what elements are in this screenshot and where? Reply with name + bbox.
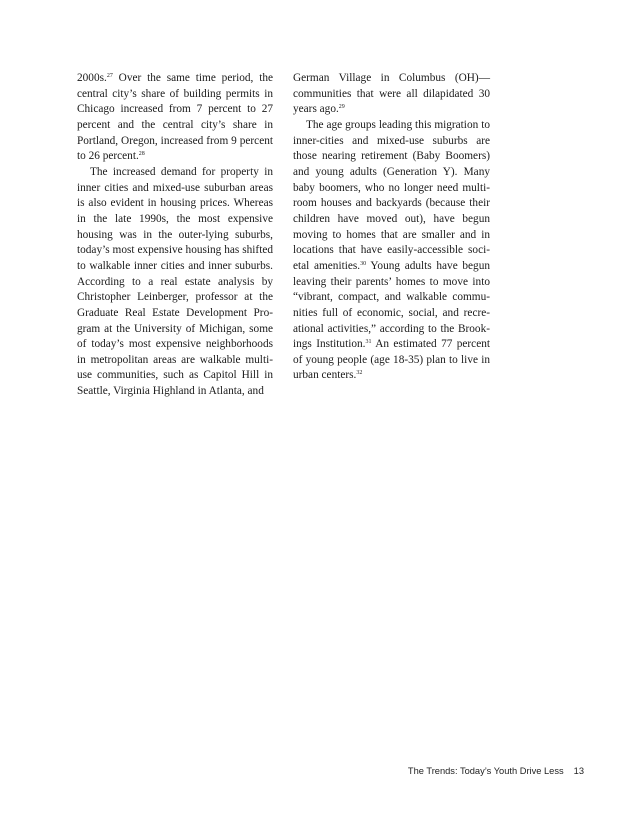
footnote-marker: 30 — [360, 260, 367, 267]
paragraph — [77, 71, 273, 165]
text-run: The age groups leading this migration to inner-cities and mixed-use suburbs are those nearing retirement (Baby Boomers) and young adults (Generation Y). Many baby boomers, who no longer need multiroom houses and backyards (because their children have moved out), have begun moving to homes that are smaller and in locations that have easily-accessible societal amenities. — [293, 118, 490, 272]
text-run: 2000s. — [77, 72, 107, 84]
footnote-marker: 28 — [138, 151, 145, 158]
paragraph — [293, 71, 490, 118]
text-run: Over the same time period, the central city’s share of building permits in Chicago increased from 7 percent to 27 percent and the central city’s share in Portland, Oregon, increased from 9 percent to 26 percent. — [77, 72, 273, 163]
text-run: The increased demand for property in inner cities and mixed-use suburban areas is also evident in housing prices. Whereas in the late 1990s, the most expensive housing was in the outer-lying suburbs, today’s most expensive housing has shifted to walkable inner cities and inner suburbs. According to a real estate analysis by Christopher Leinberger, professor at the Graduate Real Estate Development Program at the University of Michigan, some of today’s most expensive neighborhoods in metropolitan areas are walkable multiuse communities, such as Capitol Hill in Seattle, Virginia Highland in Atlanta, and — [77, 165, 273, 398]
page-footer — [408, 766, 584, 776]
text-run: An estimated 77 percent of young people (age 18-35) plan to live in urban centers. — [293, 338, 490, 382]
footnote-marker: 29 — [338, 104, 345, 111]
left-text-column — [77, 71, 273, 400]
paragraph — [293, 118, 490, 384]
footnote-marker: 27 — [106, 73, 113, 79]
right-text-column — [293, 71, 490, 384]
page-number: 13 — [573, 766, 584, 776]
footnote-marker: 31 — [365, 339, 372, 346]
paragraph — [77, 165, 273, 400]
footnote-marker: 32 — [356, 370, 363, 377]
text-run: German Village in Columbus (OH)—communities that were all dilapidated 30 years ago. — [293, 72, 490, 116]
text-run: Young adults have begun leaving their parents’ homes to move into “vibrant, compact, and walkable communities full of economic, social, and recreational activities,” according to the Brookings Institution. — [293, 259, 491, 351]
running-footer-title: The Trends: Today’s Youth Drive Less — [407, 766, 564, 776]
